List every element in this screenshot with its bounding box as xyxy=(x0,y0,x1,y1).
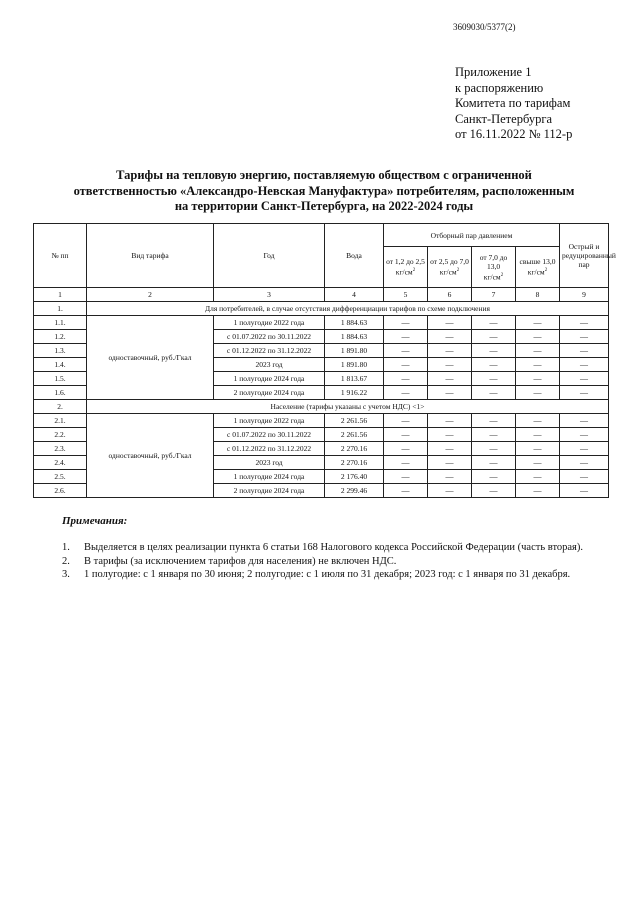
empty-value: — xyxy=(472,330,516,344)
empty-value: — xyxy=(428,442,472,456)
empty-value: — xyxy=(516,316,560,330)
empty-value: — xyxy=(428,456,472,470)
section-row xyxy=(34,302,609,316)
row-num: 2.6. xyxy=(34,484,87,498)
table-row xyxy=(34,316,609,330)
empty-value: — xyxy=(384,470,428,484)
water-value: 2 270.16 xyxy=(325,442,384,456)
header-water: Вода xyxy=(325,224,384,288)
row-year: с 01.12.2022 по 31.12.2022 xyxy=(214,442,325,456)
header-live-steam: Острый и редуцированный пар xyxy=(560,224,609,288)
water-value: 1 916.22 xyxy=(325,386,384,400)
title-line: ответственностью «Александро-Невская Мануфактура» потребителям, расположенным xyxy=(73,183,575,198)
empty-value: — xyxy=(384,330,428,344)
empty-value: — xyxy=(384,442,428,456)
header-pressure-4: свыше 13,0 $кг/см^2$ xyxy=(516,247,560,288)
note-item xyxy=(62,568,583,582)
note-text: 1 полугодие: с 1 января по 30 июня; 2 полугодие: с 1 июля по 31 декабря; 2023 год: с 1 января по 31 декабря. xyxy=(84,569,571,580)
col-number: 4 xyxy=(325,288,384,302)
empty-value: — xyxy=(516,358,560,372)
empty-value: — xyxy=(428,428,472,442)
note-number: 1. xyxy=(62,542,70,553)
section-title: Население (тарифы указаны с учетом НДС) <1> xyxy=(87,400,609,414)
empty-value: — xyxy=(560,442,609,456)
empty-value: — xyxy=(384,316,428,330)
empty-value: — xyxy=(472,316,516,330)
notes-list xyxy=(62,541,583,582)
empty-value: — xyxy=(516,428,560,442)
empty-value: — xyxy=(428,386,472,400)
row-num: 1.4. xyxy=(34,358,87,372)
section-num: 1. xyxy=(34,302,87,316)
water-value: 2 261.56 xyxy=(325,428,384,442)
row-year: 1 полугодие 2024 года xyxy=(214,372,325,386)
col-number: 9 xyxy=(560,288,609,302)
row-num: 1.1. xyxy=(34,316,87,330)
row-year: с 01.12.2022 по 31.12.2022 xyxy=(214,344,325,358)
tariff-table xyxy=(33,223,616,498)
empty-value: — xyxy=(516,414,560,428)
empty-value: — xyxy=(384,414,428,428)
row-num: 1.5. xyxy=(34,372,87,386)
empty-value: — xyxy=(560,316,609,330)
empty-value: — xyxy=(428,470,472,484)
empty-value: — xyxy=(428,484,472,498)
empty-value: — xyxy=(428,344,472,358)
empty-value: — xyxy=(516,484,560,498)
empty-value: — xyxy=(472,344,516,358)
empty-value: — xyxy=(516,386,560,400)
empty-value: — xyxy=(516,344,560,358)
header-tariff-type: Вид тарифа xyxy=(87,224,214,288)
empty-value: — xyxy=(516,372,560,386)
appendix-block xyxy=(455,65,572,143)
empty-value: — xyxy=(516,456,560,470)
column-number-row xyxy=(34,288,609,302)
col-number: 5 xyxy=(384,288,428,302)
note-text: В тарифы (за исключением тарифов для населения) не включен НДС. xyxy=(84,555,397,567)
table-row xyxy=(34,414,609,428)
row-year: 1 полугодие 2022 года xyxy=(214,414,325,428)
row-num: 2.3. xyxy=(34,442,87,456)
empty-value: — xyxy=(516,330,560,344)
empty-value: — xyxy=(560,456,609,470)
header-pressure-2: от 2,5 до 7,0 $кг/см^2$ xyxy=(428,247,472,288)
empty-value: — xyxy=(472,372,516,386)
empty-value: — xyxy=(472,442,516,456)
header-year: Год xyxy=(214,224,325,288)
col-number: 3 xyxy=(214,288,325,302)
title-line: Тарифы на тепловую энергию, поставляемую обществом с ограниченной xyxy=(116,168,532,182)
empty-value: — xyxy=(560,344,609,358)
row-num: 2.4. xyxy=(34,456,87,470)
empty-value: — xyxy=(472,456,516,470)
empty-value: — xyxy=(560,358,609,372)
row-year: 2023 год xyxy=(214,456,325,470)
empty-value: — xyxy=(384,484,428,498)
row-year: 2023 год xyxy=(214,358,325,372)
water-value: 1 891.80 xyxy=(325,358,384,372)
empty-value: — xyxy=(472,414,516,428)
note-item xyxy=(62,555,583,569)
row-num: 1.2. xyxy=(34,330,87,344)
empty-value: — xyxy=(472,386,516,400)
col-number: 6 xyxy=(428,288,472,302)
header-pressure-1: от 1,2 до 2,5 $кг/см^2$ xyxy=(384,247,428,288)
empty-value: — xyxy=(384,428,428,442)
empty-value: — xyxy=(560,386,609,400)
document-id: 3609030/5377(2) xyxy=(453,22,516,32)
water-value: 1 884.63 xyxy=(325,330,384,344)
empty-value: — xyxy=(516,442,560,456)
row-year: 2 полугодие 2024 года xyxy=(214,386,325,400)
notes-title: Примечания: xyxy=(62,515,128,527)
appendix-line: Приложение 1 xyxy=(455,65,532,79)
title-line: на территории Санкт-Петербурга, на 2022-2024 годы xyxy=(174,199,474,213)
water-value: 2 299.46 xyxy=(325,484,384,498)
water-value: 1 884.63 xyxy=(325,316,384,330)
appendix-line: к распоряжению xyxy=(455,80,544,95)
empty-value: — xyxy=(516,470,560,484)
empty-value: — xyxy=(384,344,428,358)
empty-value: — xyxy=(560,470,609,484)
water-value: 2 270.16 xyxy=(325,456,384,470)
tariff-type: одноставочный, руб./Гкал xyxy=(87,316,214,400)
note-text: Выделяется в целях реализации пункта 6 статьи 168 Налогового кодекса Российской Федерации (часть вторая). xyxy=(84,542,584,553)
appendix-line: Санкт-Петербурга xyxy=(455,111,553,126)
water-value: 1 891.80 xyxy=(325,344,384,358)
note-number: 2. xyxy=(62,555,70,567)
document-title xyxy=(40,168,608,215)
col-number: 7 xyxy=(472,288,516,302)
tariff-type: одноставочный, руб./Гкал xyxy=(87,414,214,498)
row-year: 2 полугодие 2024 года xyxy=(214,484,325,498)
empty-value: — xyxy=(428,358,472,372)
section-title: Для потребителей, в случае отсутствия дифференциации тарифов по схеме подключения xyxy=(87,302,609,316)
empty-value: — xyxy=(384,386,428,400)
empty-value: — xyxy=(472,428,516,442)
row-year: 1 полугодие 2022 года xyxy=(214,316,325,330)
row-num: 2.2. xyxy=(34,428,87,442)
empty-value: — xyxy=(560,428,609,442)
water-value: 2 261.56 xyxy=(325,414,384,428)
col-number: 8 xyxy=(516,288,560,302)
row-year: с 01.07.2022 по 30.11.2022 xyxy=(214,330,325,344)
water-value: 1 813.67 xyxy=(325,372,384,386)
header-steam-group: Отборный пар давлением xyxy=(384,224,560,247)
empty-value: — xyxy=(560,414,609,428)
empty-value: — xyxy=(560,484,609,498)
empty-value: — xyxy=(472,358,516,372)
empty-value: — xyxy=(472,484,516,498)
empty-value: — xyxy=(428,372,472,386)
empty-value: — xyxy=(384,358,428,372)
empty-value: — xyxy=(428,330,472,344)
row-num: 2.5. xyxy=(34,470,87,484)
empty-value: — xyxy=(560,330,609,344)
section-num: 2. xyxy=(34,400,87,414)
header-pressure-3: от 7,0 до 13,0 $кг/см^2$ xyxy=(472,247,516,288)
empty-value: — xyxy=(384,372,428,386)
empty-value: — xyxy=(560,372,609,386)
col-number: 2 xyxy=(87,288,214,302)
header-num: № пп xyxy=(34,224,87,288)
water-value: 2 176.40 xyxy=(325,470,384,484)
row-year: 1 полугодие 2024 года xyxy=(214,470,325,484)
row-num: 1.3. xyxy=(34,344,87,358)
appendix-line: Комитета по тарифам xyxy=(455,96,571,110)
empty-value: — xyxy=(428,316,472,330)
empty-value: — xyxy=(428,414,472,428)
empty-value: — xyxy=(472,470,516,484)
row-year: с 01.07.2022 по 30.11.2022 xyxy=(214,428,325,442)
col-number: 1 xyxy=(34,288,87,302)
row-num: 1.6. xyxy=(34,386,87,400)
note-number: 3. xyxy=(62,569,70,580)
empty-value: — xyxy=(384,456,428,470)
appendix-line: от 16.11.2022 № 112-р xyxy=(455,127,573,141)
section-row xyxy=(34,400,609,414)
row-num: 2.1. xyxy=(34,414,87,428)
note-item xyxy=(62,541,583,555)
